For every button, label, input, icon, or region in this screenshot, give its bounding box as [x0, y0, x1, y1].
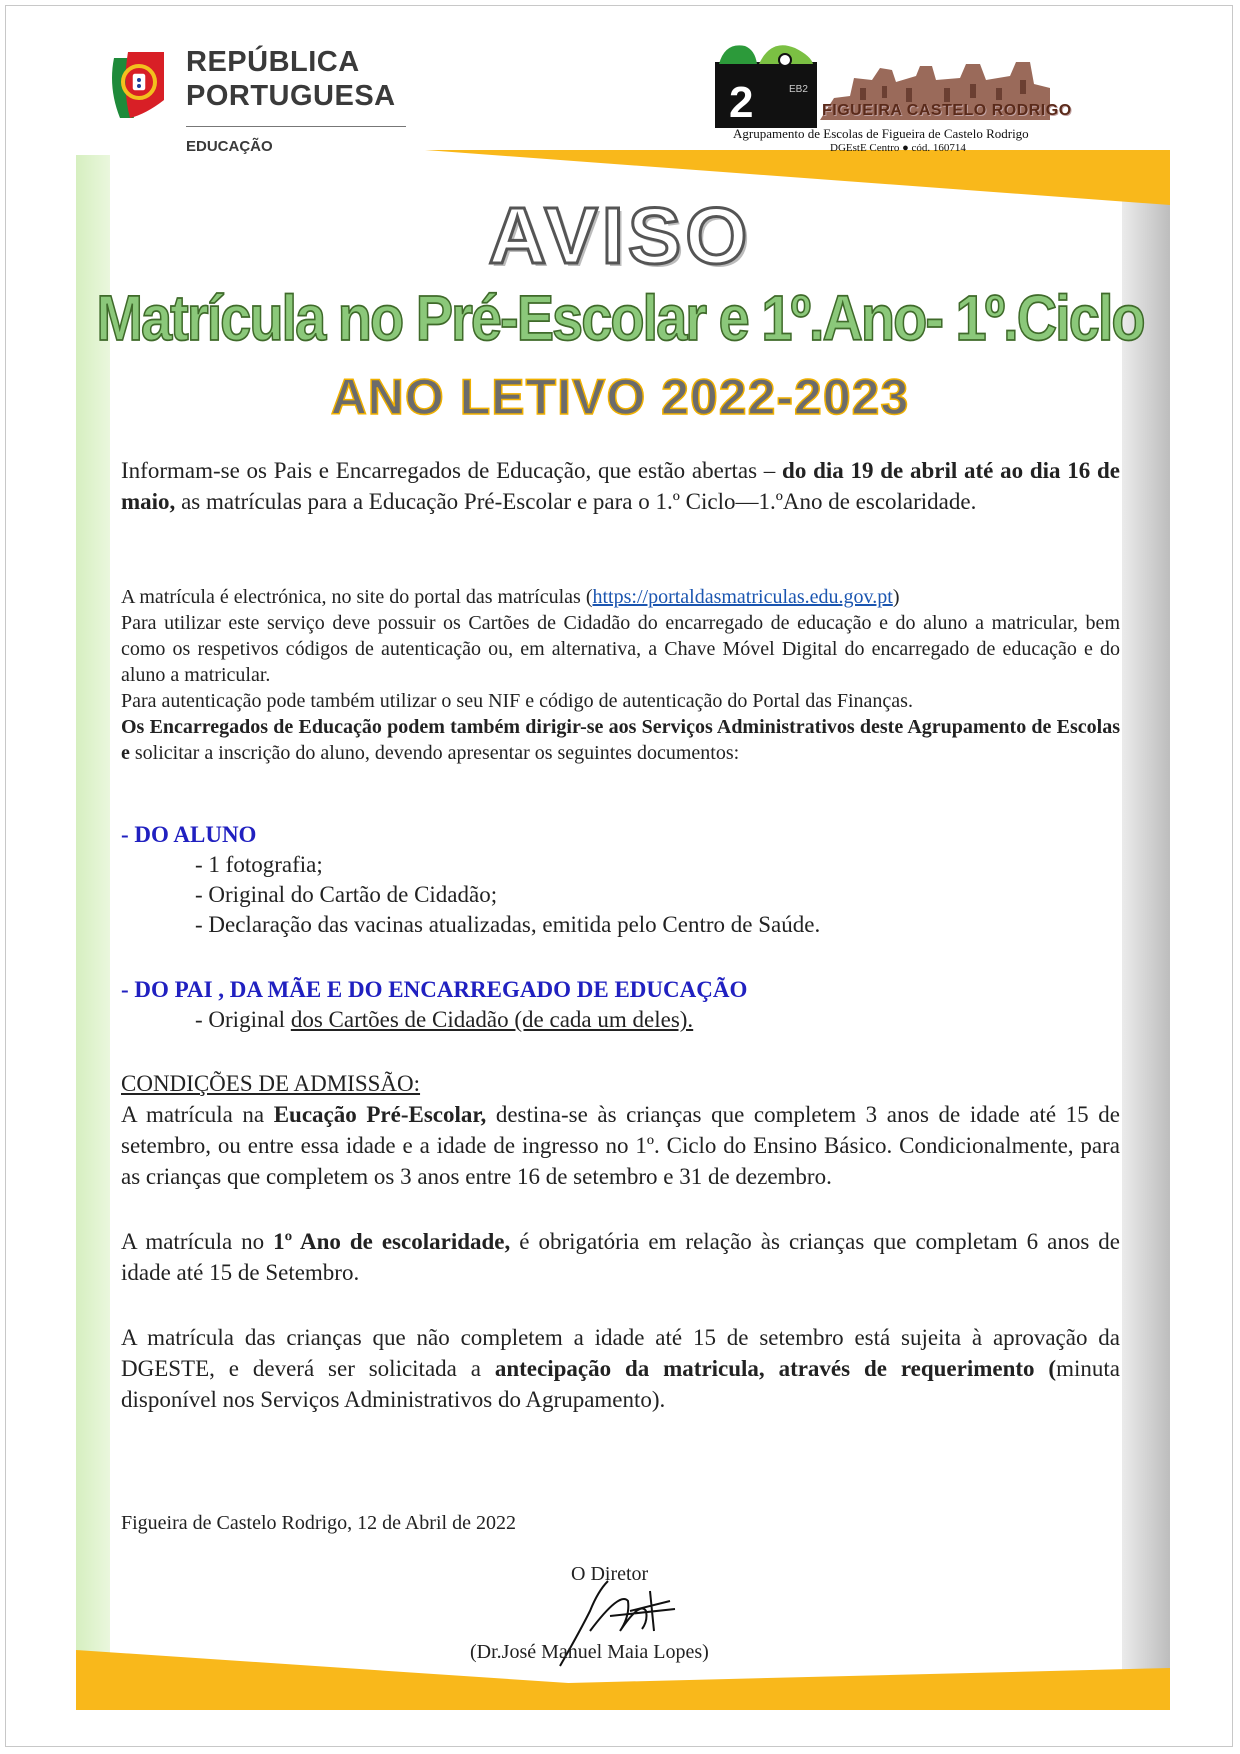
intro-paragraph	[121, 455, 1120, 517]
intro-text-1: Informam-se os Pais e Encarregados de Educação, que estão abertas –	[121, 458, 783, 483]
condition-1-ano	[121, 1226, 1120, 1288]
info-line-services	[121, 714, 1120, 766]
info-line-nif: Para autenticação pode também utilizar o seu NIF e código de autenticação do Portal das Finanças.	[121, 690, 913, 712]
school-code: DGEstE Centro ● cód. 160714	[830, 142, 966, 154]
section-aluno-heading: - DO ALUNO	[121, 822, 257, 847]
gov-subtitle: EDUCAÇÃO	[186, 138, 273, 155]
cond3-text-2: minuta disponível nos Serviços Administrativos do Agrupamento).	[121, 1356, 1120, 1412]
portal-link[interactable]: https://portaldasmatriculas.edu.gov.pt	[592, 586, 893, 608]
title-ano-letivo: ANO LETIVO 2022-2023	[330, 369, 910, 425]
signer-role: O Diretor	[571, 1563, 649, 1585]
portal-text: A matrícula é electrónica, no site do portal das matrículas (	[121, 586, 593, 608]
gov-divider	[186, 126, 406, 127]
school-mark-text: EB2	[789, 84, 808, 95]
condition-pre-escolar	[121, 1099, 1120, 1192]
gov-title-line1: REPÚBLICA	[186, 46, 360, 78]
title-aviso: AVISO	[488, 191, 752, 280]
portuguese-coat-of-arms-icon	[106, 48, 168, 128]
school-logo	[715, 40, 1135, 160]
conditions-section	[121, 1068, 1120, 1415]
school-mark-number: 2	[729, 78, 754, 127]
list-item	[195, 1005, 1120, 1035]
date-line: Figueira de Castelo Rodrigo, 12 de Abril de 2022	[121, 1512, 516, 1534]
section-do-aluno	[121, 820, 1120, 940]
condition-antecipacao	[121, 1322, 1120, 1415]
portal-text-end: )	[892, 586, 900, 608]
school-caption: Agrupamento de Escolas de Figueira de Castelo Rodrigo	[733, 126, 1029, 141]
list-item: - 1 fotografia;	[195, 852, 323, 877]
info-paragraph	[121, 584, 1120, 766]
services-bold: Os Encarregados de Educação podem também dirigir-se aos Serviços Administrativos deste Agrupamento de Escolas e	[121, 716, 1120, 764]
school-name: FIGUEIRA CASTELO RODRIGO	[822, 102, 1072, 119]
cond1-text-2: destina-se às crianças que completem 3 anos de idade até 15 de setembro, ou entre essa idade e a idade de ingresso no 1º. Ciclo do Ensino Básico. Condicionalmente, para as crianças que completem os 3 anos entre 16 de setembro e 31 de dezembro.	[121, 1102, 1120, 1189]
info-line-portal	[121, 584, 1120, 610]
gov-title-line2: PORTUGUESA	[186, 80, 396, 112]
cond3-bold: antecipação da matricula, através de requerimento (	[494, 1356, 1057, 1381]
cond1-bold: Eucação Pré-Escolar,	[273, 1102, 487, 1127]
section-pais-heading: - DO PAI , DA MÃE E DO ENCARREGADO DE EDUCAÇÃO	[121, 977, 748, 1002]
info-line-requirements: Para utilizar este serviço deve possuir os Cartões de Cidadão do encarregado de educação e do aluno a matricular, bem como os respetivos códigos de autenticação ou, em alternativa, a Chave Móvel Digital do encarregado de educação e do aluno a matricular.	[121, 612, 1120, 686]
republica-portuguesa-logo	[104, 46, 404, 158]
intro-dates: do dia 19 de abril até ao dia 16 de maio,	[121, 458, 1120, 514]
cond2-bold: 1º Ano de escolaridade,	[273, 1229, 511, 1254]
conditions-heading: CONDIÇÕES DE ADMISSÃO:	[121, 1071, 421, 1096]
list-item: - Original do Cartão de Cidadão;	[195, 882, 498, 907]
eb2-school-mark-icon	[715, 42, 817, 128]
cond2-text-1: A matrícula no	[121, 1229, 274, 1254]
signer-name: (Dr.José Manuel Maia Lopes)	[470, 1641, 709, 1663]
signature-block	[470, 1563, 770, 1673]
title-matricula: Matrícula no Pré-Escolar e 1º.Ano- 1º.Ciclo	[96, 281, 1144, 354]
cond1-text-1: A matrícula na	[121, 1102, 274, 1127]
cond3-text-1: A matrícula das crianças que não completem a idade até 15 de setembro está sujeita à aprovação da DGESTE, e deverá ser solicitada a	[121, 1325, 1120, 1381]
intro-text-2: as matrículas para a Educação Pré-Escolar e para o 1.º Ciclo—1.ºAno de escolaridade.	[175, 489, 977, 514]
cond2-text-2: é obrigatória em relação às crianças que completam 6 anos de idade até 15 de Setembro.	[121, 1229, 1120, 1285]
section-do-pai	[121, 975, 1120, 1035]
pais-item-prefix: - Original	[195, 1007, 291, 1032]
services-text: solicitar a inscrição do aluno, devendo apresentar os seguintes documentos:	[129, 742, 740, 764]
pais-item-underlined: dos Cartões de Cidadão (de cada um deles).	[290, 1007, 694, 1032]
list-item: - Declaração das vacinas atualizadas, emitida pelo Centro de Saúde.	[195, 912, 821, 937]
